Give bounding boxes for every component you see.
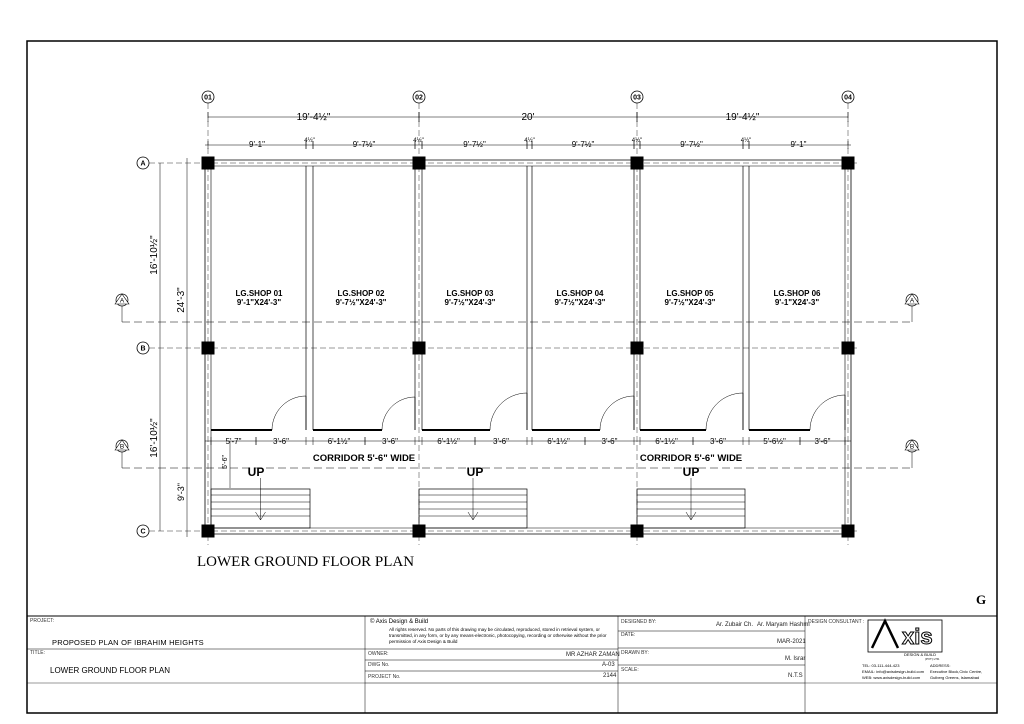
section-label: A (909, 297, 915, 305)
project-value: PROPOSED PLAN OF IBRAHIM HEIGHTS (52, 638, 204, 647)
dimension-text: 19'-4½" (296, 112, 331, 123)
shop-size: 9'-7½"X24'-3" (444, 298, 496, 307)
stair-up-label: UP (682, 465, 700, 479)
project-no-label: PROJECT No. (368, 674, 401, 680)
dimension-text: 3'-6" (273, 437, 289, 446)
address-line-1: Executive Block,Civic Centre, (930, 669, 983, 674)
address-line-2: Gulberg Greens, Islamabad (930, 675, 980, 680)
structural-column (202, 342, 214, 354)
title-label: TITLE: (30, 650, 46, 656)
dimension-text: 9'-1" (249, 140, 265, 149)
grid-column-label: 02 (415, 94, 423, 102)
date-label: DATE: (621, 632, 636, 638)
dimension-text: 19'-4½" (725, 112, 760, 123)
section-label: A (119, 297, 125, 305)
address-label: ADDRESS: (930, 663, 951, 668)
dimension-text: 9'-3" (176, 483, 186, 501)
owner-label: OWNER: (368, 651, 389, 657)
dimension-text: 16'-10½" (149, 418, 160, 458)
structural-column (202, 157, 214, 169)
structural-column (842, 342, 854, 354)
shop-size: 9'-1"X24'-3" (236, 298, 282, 307)
web-text: WEB: www.axisdesign-build.com (862, 675, 921, 680)
grid-row-label: A (140, 160, 146, 168)
door-swing-arc (490, 393, 527, 430)
shop-size: 9'-7½"X24'-3" (335, 298, 387, 307)
dimension-text: 6'-1½" (547, 437, 570, 446)
grid-column-label: 04 (844, 94, 852, 102)
dimension-text: 4½" (304, 138, 315, 144)
date-value: MAR-2021 (777, 639, 806, 645)
section-label: B (119, 443, 125, 451)
shop-size: 9'-7½"X24'-3" (664, 298, 716, 307)
dimension-text: 9'-7½" (571, 140, 595, 149)
consultant-label: DESIGN CONSULTANT : (808, 619, 865, 625)
logo-sub: DESIGN & BUILD (904, 652, 937, 657)
dimension-text: 3'-6" (814, 437, 831, 446)
dimension-text: 4½" (740, 138, 752, 144)
designed-value-1: Ar. Zubair Ch. (716, 622, 754, 628)
shop-name: LG.SHOP 01 (235, 289, 283, 298)
corridor-label: CORRIDOR 5'-6" WIDE (312, 453, 416, 464)
dimension-text: 6'-1½" (437, 437, 460, 446)
logo-text: xis (902, 624, 933, 649)
dimension-text: 9'-7½" (352, 140, 376, 149)
shop-size: 9'-7½"X24'-3" (554, 298, 606, 307)
shop-name: LG.SHOP 03 (446, 289, 494, 298)
copyright-text: All rights reserved. No parts of this drawing may be circulated, reproduced, stored in retrieval system, or transmitted, in any form, or by any means-electronic, photocopying, recording or otherwise without the prior permission of Axis Design & Build (389, 627, 607, 644)
door-swing-arc (600, 396, 634, 430)
dimension-text: 9'-1" (790, 140, 807, 149)
structural-column (413, 157, 425, 169)
dimension-text: 16'-10½" (149, 235, 160, 275)
grid-column-label: 03 (633, 94, 641, 102)
owner-value: MR AZHAR ZAMAN (566, 652, 620, 658)
structural-column (842, 525, 854, 537)
designed-label: DESIGNED BY: (621, 619, 657, 625)
structural-column (631, 157, 643, 169)
logo-icon (872, 621, 898, 648)
tel-text: TEL: 03-111-444-423 (862, 663, 900, 668)
door-swing-arc (382, 397, 415, 430)
plan-title: LOWER GROUND FLOOR PLAN (197, 554, 415, 570)
dimension-text: 9'-7½" (680, 140, 703, 149)
dimension-text: 6'-1½" (327, 437, 351, 446)
copyright-heading: © Axis Design & Build (370, 619, 429, 625)
dimension-text: 4½" (524, 138, 535, 144)
drawn-label: DRAWN BY: (621, 650, 649, 656)
project-label: PROJECT: (30, 618, 55, 624)
dimension-text: 3'-6" (601, 437, 618, 446)
stair-up-label: UP (247, 465, 265, 479)
section-label: B (909, 443, 915, 451)
corridor-label: CORRIDOR 5'-6" WIDE (639, 453, 743, 464)
designed-value-2: Ar. Maryam Hashmi (757, 622, 810, 628)
door-swing-arc (810, 395, 845, 430)
dimension-text: 3'-6" (710, 437, 726, 446)
edge-text: G (976, 592, 987, 607)
dimension-text: 9'-7½" (463, 140, 486, 149)
dimension-text: 5'-6½" (763, 437, 786, 446)
grid-row-label: B (140, 345, 146, 353)
shop-name: LG.SHOP 05 (666, 289, 714, 298)
structural-column (413, 342, 425, 354)
scale-label: SCALE: (621, 667, 639, 673)
title-value: LOWER GROUND FLOOR PLAN (50, 666, 171, 675)
grid-column-label: 01 (204, 94, 212, 102)
structural-column (631, 342, 643, 354)
sheet-border (27, 41, 997, 713)
dwg-value: A-03 (602, 662, 615, 668)
shop-size: 9'-1"X24'-3" (774, 298, 820, 307)
dimension-text: 4½" (413, 138, 424, 144)
project-no-value: 2144 (603, 673, 617, 679)
dimension-text: 20' (521, 112, 535, 123)
dwg-label: DWG No. (368, 662, 390, 668)
door-swing-arc (706, 393, 743, 430)
shop-name: LG.SHOP 04 (556, 289, 604, 298)
drawn-value: M. Israr (785, 656, 806, 662)
dimension-text: 5'-7" (225, 437, 242, 446)
dimension-text: 5'-6" (222, 455, 229, 469)
dimension-text: 6'-1½" (655, 437, 678, 446)
door-swing-arc (272, 396, 306, 430)
scale-value: N.T.S (788, 673, 803, 679)
shop-name: LG.SHOP 02 (337, 289, 385, 298)
logo-sub2: (PVT) LTD. (925, 657, 940, 661)
dimension-text: 24'-3" (176, 287, 187, 313)
dimension-text: 3'-6" (382, 437, 398, 446)
grid-row-label: C (140, 528, 146, 536)
dimension-text: 4½" (631, 138, 643, 144)
dimension-text: 3'-6" (493, 437, 509, 446)
structural-column (202, 525, 214, 537)
structural-column (842, 157, 854, 169)
email-text: EMAIL: info@axisdesign-build.com (862, 669, 925, 674)
stair-up-label: UP (466, 465, 484, 479)
shop-name: LG.SHOP 06 (773, 289, 821, 298)
